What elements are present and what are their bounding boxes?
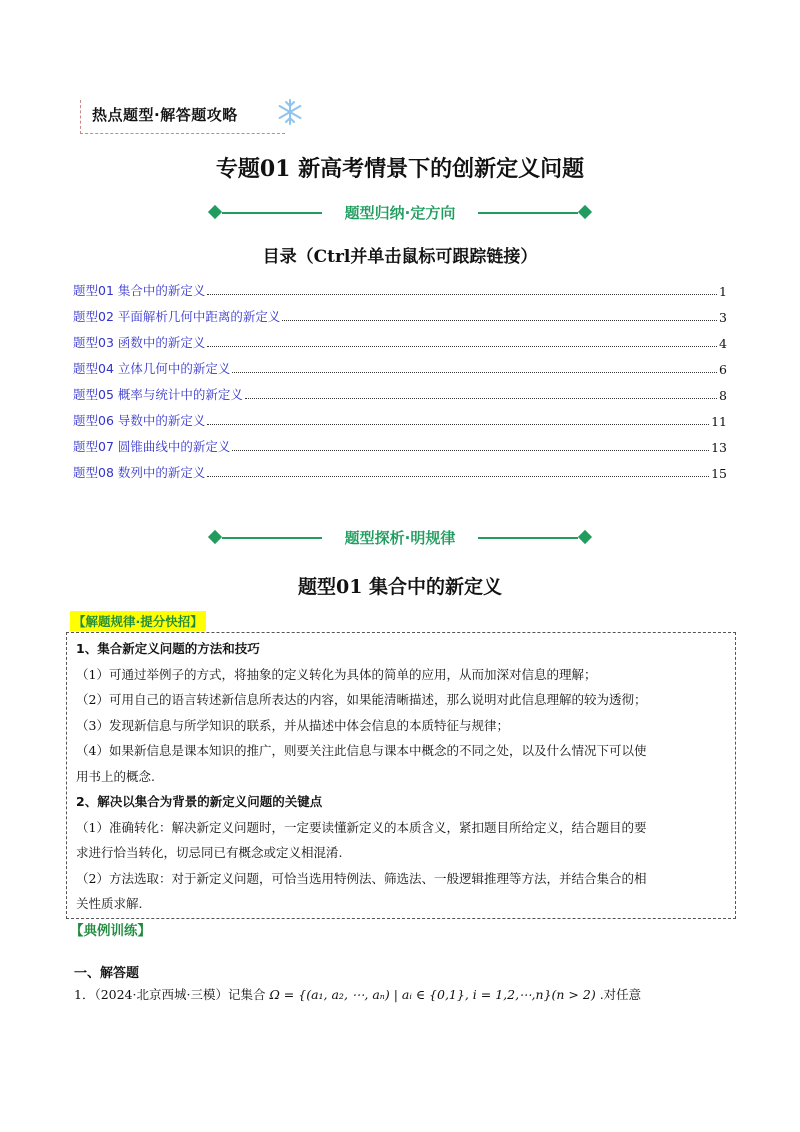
toc-item-4[interactable] xyxy=(73,351,727,377)
tips-paragraph: （3）发现新信息与所学知识的联系，并从描述中体会信息的本质特征与规律； xyxy=(76,717,509,733)
question-1-suffix: .对任意 xyxy=(599,987,642,1002)
banner-topic-analysis xyxy=(0,527,800,549)
toc-item-label[interactable]: 题型04 立体几何中的新定义 xyxy=(73,361,231,376)
toc-item-label[interactable]: 题型08 数列中的新定义 xyxy=(73,465,206,480)
toc-leader xyxy=(245,397,717,399)
toc-item-label[interactable]: 题型07 圆锥曲线中的新定义 xyxy=(73,439,231,454)
toc-leader xyxy=(207,345,717,347)
toc-item-5[interactable] xyxy=(73,377,727,403)
toc-item-label[interactable]: 题型01 集合中的新定义 xyxy=(73,283,206,298)
tips-paragraph: 求进行恰当转化，切忌同已有概念或定义相混淆. xyxy=(76,845,343,860)
toc-item-page: 11 xyxy=(711,414,727,429)
main-title: 专题01 新高考情景下的创新定义问题 xyxy=(215,156,585,182)
toc-leader xyxy=(232,449,709,451)
diamond-icon xyxy=(578,530,592,544)
banner-text: 题型归纳·定方向 xyxy=(344,204,456,222)
diamond-icon xyxy=(208,205,222,219)
toc-item-page: 3 xyxy=(719,310,727,325)
toc-title: 目录（Ctrl并单击鼠标可跟踪链接） xyxy=(262,247,538,267)
training-tag: 【典例训练】 xyxy=(70,923,151,939)
toc-item-page: 13 xyxy=(711,440,727,455)
banner-topic-induction xyxy=(0,202,800,224)
toc-item-page: 1 xyxy=(719,284,727,299)
question-1 xyxy=(74,985,641,1003)
toc-item-page: 8 xyxy=(719,388,727,403)
diamond-icon xyxy=(578,205,592,219)
tips-paragraph: （2）可用自己的语言转述新信息所表达的内容，如果能清晰描述，那么说明对此信息理解的较为透彻； xyxy=(76,692,647,707)
tips-paragraph: （1）可通过举例子的方式，将抽象的定义转化为具体的简单的应用，从而加深对信息的理解； xyxy=(76,666,597,682)
toc-item-page: 6 xyxy=(719,362,727,377)
tips-paragraph: （4）如果新信息是课本知识的推广，则要关注此信息与课本中概念的不同之处，以及什么情况下可以使 xyxy=(76,743,647,758)
toc-item-label[interactable]: 题型05 概率与统计中的新定义 xyxy=(73,387,243,402)
toc-item-label[interactable]: 题型02 平面解析几何中距离的新定义 xyxy=(73,309,281,324)
tips-content xyxy=(76,636,726,917)
question-1-prefix: 1．（2024·北京西城·三模）记集合 xyxy=(74,987,266,1002)
tips-paragraph: （1）准确转化：解决新定义问题时，一定要读懂新定义的本质含义，紧扣题目所给定义，结合题目的要 xyxy=(76,819,647,835)
toc-item-page: 4 xyxy=(719,336,727,351)
table-of-contents xyxy=(73,273,727,481)
toc-leader xyxy=(207,475,709,477)
toc-item-label[interactable]: 题型06 导数中的新定义 xyxy=(73,413,206,428)
toc-item-page: 15 xyxy=(711,466,727,481)
tips-tag: 【解题规律·提分快招】 xyxy=(70,611,206,631)
tips-paragraph: （2）方法选取：对于新定义问题，可恰当选用特例法、筛选法、一般逻辑推理等方法，并结合集合的相 xyxy=(76,870,647,886)
banner-line-right xyxy=(478,537,578,539)
banner-line-left xyxy=(222,212,322,214)
question-section-heading: 一、解答题 xyxy=(74,966,140,981)
diamond-icon xyxy=(208,530,222,544)
header-border-horizontal xyxy=(80,133,285,134)
banner-line-left xyxy=(222,537,322,539)
banner-text: 题型探析·明规律 xyxy=(344,529,456,547)
toc-leader xyxy=(207,293,717,295)
tips-heading: 1、集合新定义问题的方法和技巧 xyxy=(76,641,260,656)
snowflake-icon xyxy=(276,98,304,130)
header-border-vertical xyxy=(80,100,81,134)
tips-heading: 2、解决以集合为背景的新定义问题的关键点 xyxy=(76,794,323,809)
section-title: 题型01 集合中的新定义 xyxy=(297,576,503,598)
header-tag: 热点题型·解答题攻略 xyxy=(92,106,238,124)
toc-leader xyxy=(232,371,717,373)
tips-paragraph: 关性质求解. xyxy=(76,896,143,911)
toc-item-6[interactable] xyxy=(73,403,727,429)
question-1-formula: Ω = {(a₁, a₂, ⋯, aₙ) | aᵢ ∈ {0,1}, i = 1,2,⋯,n}(n > 2) xyxy=(269,987,596,1002)
toc-item-3[interactable] xyxy=(73,325,727,351)
toc-item-label[interactable]: 题型03 函数中的新定义 xyxy=(73,335,206,350)
toc-leader xyxy=(207,423,709,425)
toc-item-7[interactable] xyxy=(73,429,727,455)
toc-item-8[interactable] xyxy=(73,455,727,481)
toc-item-2[interactable] xyxy=(73,299,727,325)
toc-leader xyxy=(282,319,717,321)
banner-line-right xyxy=(478,212,578,214)
tips-paragraph: 用书上的概念. xyxy=(76,768,155,784)
toc-item-1[interactable] xyxy=(73,273,727,299)
